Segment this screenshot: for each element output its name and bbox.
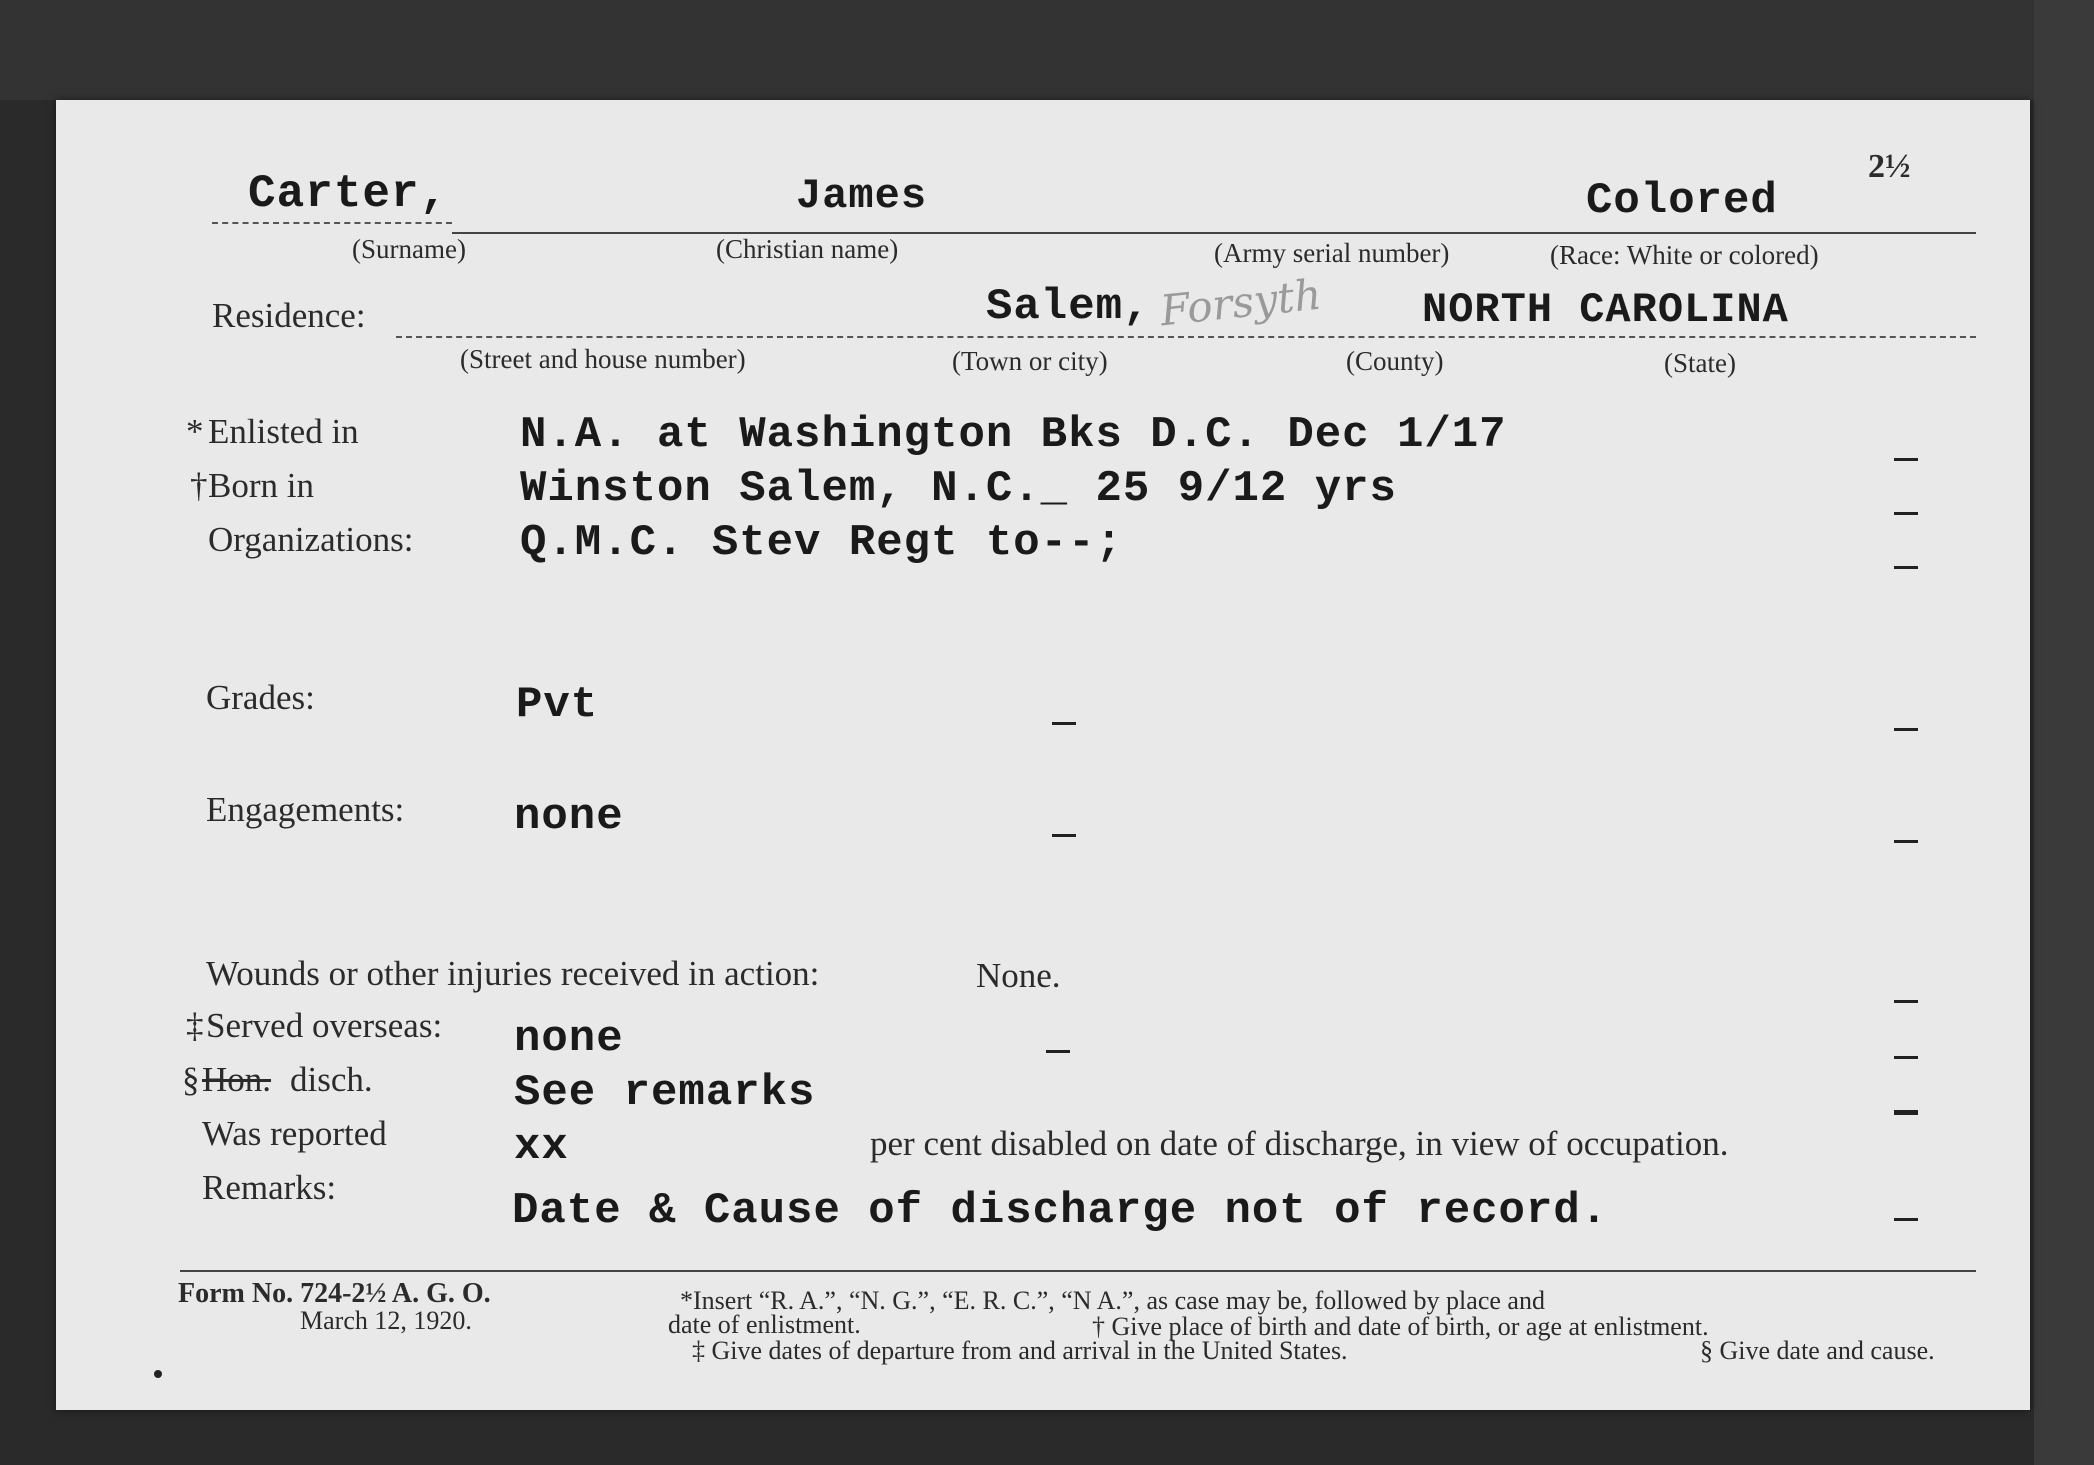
residence-rule — [396, 336, 1976, 338]
form-number: Form No. 724-2½ A. G. O. — [178, 1278, 491, 1309]
overseas-dash — [1894, 1056, 1918, 1059]
wounds-value: None. — [976, 956, 1061, 995]
footnote-insert: *Insert “R. A.”, “N. G.”, “E. R. C.”, “N A.”, as case may be, followed by place and — [680, 1286, 1545, 1315]
christian-name-label: (Christian name) — [716, 234, 899, 264]
residence-label: Residence: — [212, 296, 366, 335]
reported-suffix: per cent disabled on date of discharge, in view of occupation. — [870, 1124, 1729, 1163]
footnote-overseas: ‡ Give dates of departure from and arrival in the United States. — [692, 1336, 1348, 1365]
engagements-label: Engagements: — [206, 790, 405, 829]
engagements-dash — [1894, 840, 1918, 843]
surname-label: (Surname) — [352, 234, 466, 264]
overseas-value: none — [514, 1014, 624, 1064]
enlisted-label: Enlisted in — [208, 412, 359, 451]
punch-mark — [154, 1370, 162, 1378]
grades-mid-dash — [1052, 722, 1076, 725]
footer-rule — [180, 1270, 1976, 1272]
name-row-rule — [452, 232, 1976, 234]
reported-dash — [1894, 1112, 1918, 1115]
corner-number: 2½ — [1868, 148, 1911, 185]
form-date: March 12, 1920. — [300, 1306, 472, 1335]
grades-label: Grades: — [206, 678, 315, 717]
christian-name-value: James — [796, 172, 928, 220]
discharge-label: disch. — [290, 1060, 373, 1099]
grades-dash — [1894, 728, 1918, 731]
wounds-dash — [1894, 1000, 1918, 1003]
footnote-enlistment: date of enlistment. — [668, 1310, 861, 1339]
footnote-birth: † Give place of birth and date of birth, or age at enlistment. — [1092, 1312, 1709, 1341]
organizations-label: Organizations: — [208, 520, 414, 559]
born-label: Born in — [208, 466, 314, 505]
residence-county-pencil: Forsyth — [1157, 269, 1324, 336]
enlisted-mark: * — [186, 412, 204, 451]
remarks-dash — [1894, 1218, 1918, 1221]
born-value: Winston Salem, N.C._ 25 9/12 yrs — [520, 464, 1397, 514]
discharge-mark: § — [182, 1060, 200, 1099]
reported-label: Was reported — [202, 1114, 387, 1153]
overseas-label: Served overseas: — [206, 1006, 443, 1045]
scan-background-top — [0, 0, 2094, 100]
surname-rule — [212, 222, 452, 224]
surname-value: Carter, — [248, 168, 449, 220]
town-label: (Town or city) — [952, 346, 1108, 376]
overseas-mark: ‡ — [186, 1006, 204, 1045]
serial-number-label: (Army serial number) — [1214, 238, 1450, 268]
enlisted-dash — [1894, 458, 1918, 461]
overseas-mid-dash — [1046, 1050, 1070, 1053]
race-label: (Race: White or colored) — [1550, 240, 1819, 270]
born-dash — [1894, 512, 1918, 515]
enlisted-value: N.A. at Washington Bks D.C. Dec 1/17 — [520, 410, 1507, 460]
remarks-value: Date & Cause of discharge not of record. — [512, 1186, 1609, 1236]
state-label: (State) — [1664, 348, 1736, 378]
discharge-value: See remarks — [514, 1068, 816, 1118]
footnote-discharge: § Give date and cause. — [1700, 1336, 1935, 1365]
organizations-value: Q.M.C. Stev Regt to--; — [520, 518, 1123, 568]
wounds-label: Wounds or other injuries received in action: — [206, 954, 820, 993]
grades-value: Pvt — [516, 680, 599, 730]
service-record-card — [56, 100, 2030, 1410]
reported-value: xx — [514, 1122, 569, 1172]
scan-background-right — [2034, 0, 2094, 1465]
discharge-struck-word: Hon. — [202, 1060, 272, 1099]
remarks-label: Remarks: — [202, 1168, 337, 1207]
street-label: (Street and house number) — [460, 344, 746, 374]
engagements-mid-dash — [1052, 834, 1076, 837]
race-value: Colored — [1586, 176, 1778, 226]
organizations-dash — [1894, 566, 1918, 569]
born-mark: † — [190, 466, 208, 505]
residence-town-value: Salem, — [986, 282, 1151, 332]
county-label: (County) — [1346, 346, 1444, 376]
engagements-value: none — [514, 792, 624, 842]
residence-state-value: NORTH CAROLINA — [1422, 286, 1789, 334]
